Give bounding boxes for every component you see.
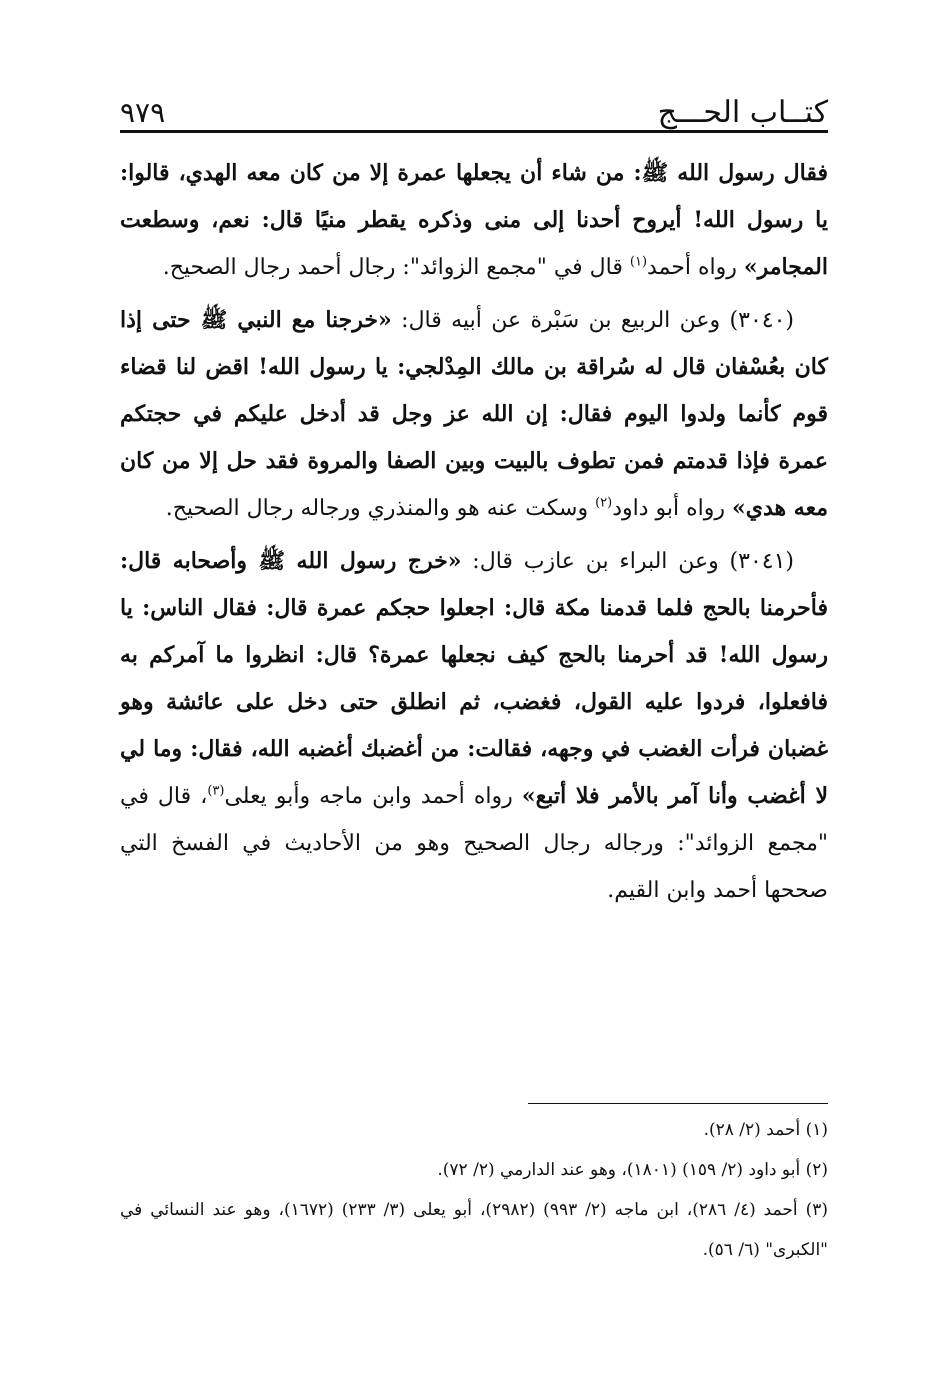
footnote-2: (٢) أبو داود (٢/ ١٥٩) (١٨٠١)، وهو عند الدارمي (٢/ ٧٢). xyxy=(437,1160,828,1180)
page-header xyxy=(120,92,828,130)
hadith-text: «خرج رسول الله ﷺ وأصحابه قال: فأحرمنا بالحج فلما قدمنا مكة قال: اجعلوا حجكم عمرة قال: فقال الناس: يا رسول الله! قد أحرمنا بالحج كيف نجعلها عمرة؟ قال: انظروا ما آمركم به فافعلوا، فردوا عليه القول، فغضب، ثم انطلق حتى دخل على عائشة وهو غضبان فرأت الغضب في وجهه، فقالت: من أغضبك أغضبه الله، فقال: وما لي لا أغضب وأنا آمر بالأمر فلا أتبع» xyxy=(120,548,828,809)
narrator-text: وعن البراء بن عازب قال: xyxy=(461,549,730,574)
paragraph-3 xyxy=(120,538,828,914)
footnote-separator xyxy=(528,1103,828,1104)
commentary-text: رواه أحمد وابن ماجه وأبو يعلى xyxy=(224,784,522,809)
commentary-text: رواه أبو داود xyxy=(612,496,733,521)
footnote-ref-1[interactable]: (١) xyxy=(629,254,648,270)
footnotes xyxy=(120,1110,828,1270)
hadith-text: فقال رسول الله ﷺ: من شاء أن يجعلها عمرة إلا من كان معه الهدي، قالوا: يا رسول الله! أيروح أحدنا إلى منى وذكره يقطر منيًا قال: نعم، وسطعت المجامر» xyxy=(120,160,828,280)
hadith-number: (٣٠٤٠) xyxy=(729,308,794,333)
paragraph-2 xyxy=(120,297,828,532)
commentary-text: ، قال في "مجمع الزوائد": ورجاله رجال الصحيح وهو من الأحاديث في الفسخ التي صححها أحمد وابن القيم. xyxy=(120,784,828,903)
footnote-ref-3[interactable]: (٣) xyxy=(207,783,225,799)
footnote-1: (١) أحمد (٢/ ٢٨). xyxy=(703,1120,828,1140)
page-number: ٩٧٩ xyxy=(120,96,166,129)
paragraph-1 xyxy=(120,150,828,291)
header-rule xyxy=(120,130,828,133)
commentary-text: قال في "مجمع الزوائد": رجال أحمد رجال الصحيح. xyxy=(162,255,630,280)
commentary-text: رواه أحمد xyxy=(647,255,744,280)
chapter-title: كتــاب الحـــج xyxy=(657,95,828,130)
footnote-3: (٣) أحمد (٤/ ٢٨٦)، ابن ماجه (٢/ ٩٩٣) (٢٩٨٢)، أبو يعلى (٣/ ٢٣٣) (١٦٧٢)، وهو عند النسائي في "الكبرى" (٦/ ٥٦). xyxy=(120,1200,829,1260)
footnote-ref-2[interactable]: (٢) xyxy=(595,495,613,511)
book-page xyxy=(120,0,828,1396)
main-text xyxy=(120,150,828,920)
narrator-text: وعن الربيع بن سَبْرة عن أبيه قال: xyxy=(391,308,730,333)
hadith-number: (٣٠٤١) xyxy=(729,549,794,574)
commentary-text: وسكت عنه هو والمنذري ورجاله رجال الصحيح. xyxy=(165,496,596,521)
hadith-text: «خرجنا مع النبي ﷺ حتى إذا كان بعُسْفان قال له سُراقة بن مالك المِدْلجي: يا رسول الله! اقض لنا قضاء قوم كأنما ولدوا اليوم فقال: إن الله عز وجل قد أدخل عليكم في حجتكم عمرة فإذا قدمتم فمن تطوف بالبيت وبين الصفا والمروة فقد حل إلا من كان معه هدي» xyxy=(120,307,828,521)
